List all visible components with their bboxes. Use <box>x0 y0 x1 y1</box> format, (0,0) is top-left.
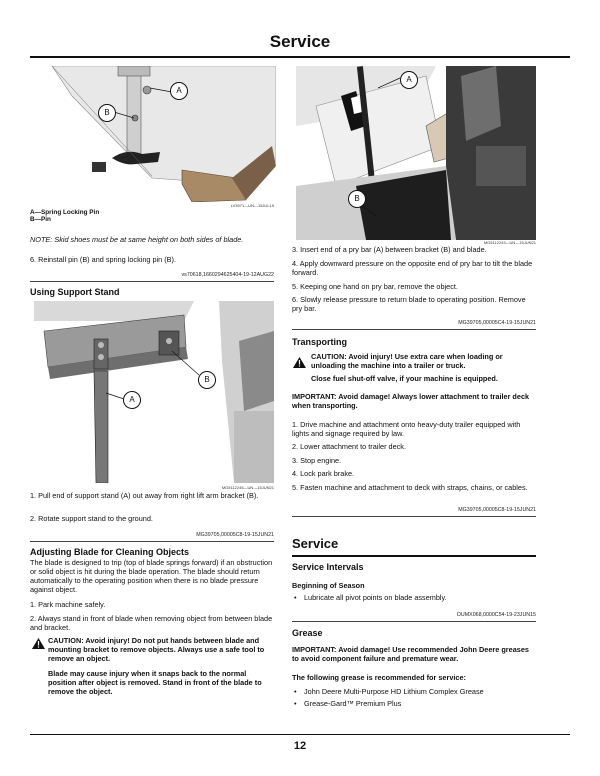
warning-icon <box>293 357 306 368</box>
reference-code: OUMX068,0000C54-19-23JUN15 <box>456 612 536 618</box>
pry-step-3: 3. Insert end of a pry bar (A) between bracket (B) and blade. <box>292 245 487 254</box>
important-lower-attachment: IMPORTANT: Avoid damage! Always lower attachment to trailer deck when transporting. <box>292 392 530 410</box>
callout-b: B <box>348 190 366 208</box>
callout-a: A <box>123 391 141 409</box>
figure-id: MG5112243—UN—15JUN21 <box>483 240 536 245</box>
service-rule <box>292 555 536 557</box>
caution-snap-back: Blade may cause injury when it snaps back to the normal position after object is removed. Stand in front of the blade to remove the object. <box>48 669 262 696</box>
caution-loading: CAUTION: Avoid injury! Use extra care when loading or unloading the machine into a trailer or truck. <box>311 352 503 370</box>
footer-rule <box>30 734 570 735</box>
grease-recommended: The following grease is recommended for service: <box>292 673 466 682</box>
callout-b: B <box>198 371 216 389</box>
legend-b: B—Pin <box>30 216 51 223</box>
transport-step-2: 2. Lower attachment to trailer deck. <box>292 442 406 451</box>
caution-fuel-valve: Close fuel shut-off valve, if your machine is equipped. <box>311 374 498 383</box>
bullet-icon: • <box>294 593 297 602</box>
bullet-icon: • <box>294 699 297 708</box>
important-grease: IMPORTANT: Avoid damage! Use recommended John Deere greases to avoid component failure and premature wear. <box>292 645 529 663</box>
transport-step-5: 5. Fasten machine and attachment to deck with straps, chains, or cables. <box>292 483 528 492</box>
reference-code: MG39705,00005C8-19-15JUN21 <box>458 507 536 513</box>
callout-a: A <box>170 82 188 100</box>
legend-a: A—Spring Locking Pin <box>30 209 100 216</box>
page-title: Service <box>269 32 331 51</box>
adjust-step-1: 1. Park machine safely. <box>30 600 106 609</box>
heading-beginning-of-season: Beginning of Season <box>292 581 365 590</box>
adjust-step-2: 2. Always stand in front of blade when removing object from between blade and bracket. <box>30 614 273 632</box>
figure-id: MG5112245—UN—15JUN21 <box>221 485 274 490</box>
grease-option-1: John Deere Multi-Purpose HD Lithium Complex Grease <box>304 687 484 696</box>
support-stand-figure <box>34 301 274 483</box>
season-item: Lubricate all pivot points on blade assembly. <box>304 593 447 602</box>
pry-bar-figure <box>296 66 536 240</box>
page-number: 12 <box>293 740 307 752</box>
reference-code: vs70618,1660294625404-19-12AUG22 <box>181 272 274 278</box>
transport-step-4: 4. Lock park brake. <box>292 469 355 478</box>
section-heading-support-stand: Using Support Stand <box>30 287 120 297</box>
reference-code: MG39705,00005C8-19-15JUN21 <box>196 532 274 538</box>
transport-step-3: 3. Stop engine. <box>292 456 342 465</box>
bullet-icon: • <box>294 687 297 696</box>
caution-hands: CAUTION: Avoid injury! Do not put hands between blade and mounting bracket to remove objects. Always use a safe tool to remove an object. <box>48 636 265 663</box>
adjusting-blade-intro: The blade is designed to trip (top of blade springs forward) if an obstruction or solid object is hit during the blade operation. The blade should return automatically to the operating position when there is no blade pressure against object. <box>30 558 273 594</box>
support-step-1: 1. Pull end of support stand (A) out away from right lift arm bracket (B). <box>30 491 259 500</box>
heading-grease: Grease <box>292 628 323 638</box>
section-divider <box>30 281 274 282</box>
callout-b: B <box>98 104 116 122</box>
step-6-reinstall: 6. Reinstall pin (B) and spring locking pin (B). <box>30 255 177 264</box>
spring-locking-pin-figure <box>32 66 276 202</box>
heading-service-intervals: Service Intervals <box>292 562 364 572</box>
pry-step-4: 4. Apply downward pressure on the opposite end of pry bar to tilt the blade forward. <box>292 259 533 277</box>
reference-code: MG39705,00005C4-19-15JUN21 <box>458 320 536 326</box>
section-heading-adjusting-blade: Adjusting Blade for Cleaning Objects <box>30 547 190 557</box>
section-heading-service: Service <box>292 536 339 551</box>
grease-option-2: Grease-Gard™ Premium Plus <box>304 699 402 708</box>
warning-icon <box>32 638 45 649</box>
section-heading-transporting: Transporting <box>292 337 348 347</box>
section-divider <box>292 516 536 517</box>
pry-step-6: 6. Slowly release pressure to return blade to operating position. Remove pry bar. <box>292 295 526 313</box>
section-divider <box>292 621 536 622</box>
section-divider <box>30 541 274 542</box>
header-rule <box>30 56 570 58</box>
support-step-2: 2. Rotate support stand to the ground. <box>30 514 153 523</box>
section-divider <box>292 329 536 330</box>
skid-shoe-note: NOTE: Skid shoes must be at same height on both sides of blade. <box>30 235 244 244</box>
figure-id: LV3971—UN—15JUL15 <box>230 203 274 208</box>
transport-step-1: 1. Drive machine and attachment onto heavy-duty trailer equipped with lights and signage required by law. <box>292 420 521 438</box>
pry-step-5: 5. Keeping one hand on pry bar, remove the object. <box>292 282 458 291</box>
callout-a: A <box>400 71 418 89</box>
